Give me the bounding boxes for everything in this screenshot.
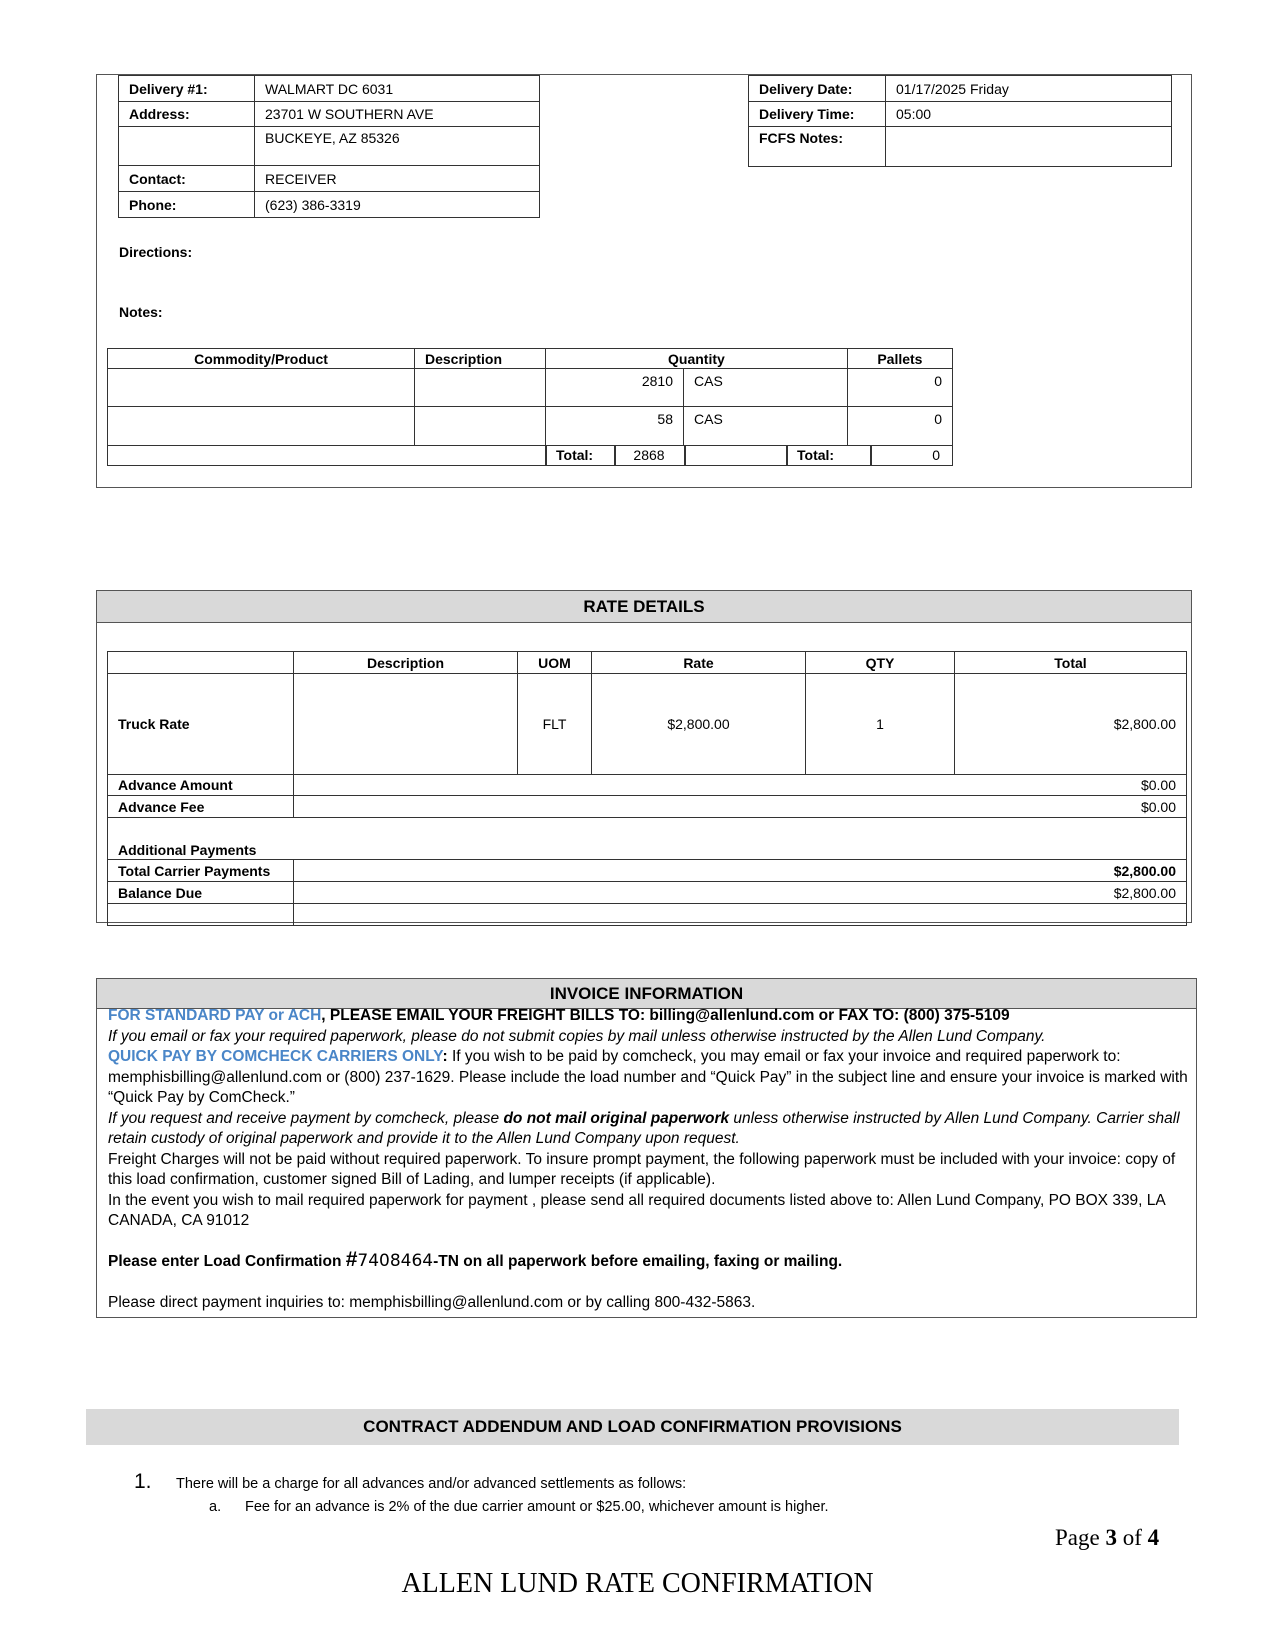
total-qty-label: Total: [556, 447, 594, 463]
advance-amount-label: Advance Amount [108, 775, 294, 796]
payment-inquiries-line: Please direct payment inquiries to: memphisbilling@allenlund.com or by calling 800-432-5863. [108, 1294, 756, 1311]
footer-title: ALLEN LUND RATE CONFIRMATION [401, 1568, 874, 1599]
address-label: Address: [119, 102, 255, 127]
mail-paragraph: In the event you wish to mail required paperwork for payment , please send all required documents listed above to: Allen Lund Company, PO BOX 339, LA CANADA, CA 91012 [108, 1191, 1165, 1229]
total-qty-value: 2868 [633, 447, 665, 463]
address-line2: BUCKEYE, AZ 85326 [255, 127, 540, 166]
comcheck-paragraph [108, 1109, 1188, 1150]
contact-label: Contact: [119, 166, 255, 192]
pallets-cell: 0 [847, 407, 952, 446]
commodity-row [108, 407, 953, 446]
directions-label: Directions: [119, 244, 193, 260]
phone-value: (623) 386-3319 [255, 192, 540, 218]
rate-details-title: RATE DETAILS [96, 590, 1192, 623]
table-row [108, 674, 1187, 775]
quick-pay-label: QUICK PAY BY COMCHECK CARRIERS ONLY [108, 1048, 443, 1065]
qty-cell: 2810 [546, 369, 684, 407]
provision-number: 1. [134, 1470, 152, 1493]
delivery-label: Delivery #1: [119, 76, 255, 102]
confirm-text-b: -TN on all paperwork before emailing, faxing or mailing. [433, 1252, 843, 1270]
standard-pay-text: , PLEASE EMAIL YOUR FREIGHT BILLS TO: billing@allenlund.com or FAX TO: (800) 375-5109 [321, 1007, 1010, 1024]
unit-cell: CAS [684, 407, 848, 446]
truck-rate-label: Truck Rate [108, 674, 294, 775]
truck-rate-total: $2,800.00 [955, 674, 1187, 775]
quick-pay-paragraph [108, 1047, 1188, 1109]
load-confirmation-number: 7408464 [357, 1250, 434, 1271]
invoice-information-title: INVOICE INFORMATION [96, 978, 1197, 1009]
rate-description-header: Description [294, 652, 518, 674]
additional-payments-label: Additional Payments [108, 818, 1187, 860]
freight-paragraph: Freight Charges will not be paid without required paperwork. To insure prompt payment, the following paperwork must be included with your invoice: copy of this load confirmation, customer signed Bill of Lading, and lumper receipts (if applicable). [108, 1150, 1176, 1188]
advance-amount-value: $0.00 [294, 775, 1187, 796]
quick-pay-text: If you wish to be paid by comcheck, you may email or fax your invoice and required paperwork to: memphisbilling@allenlund.com or (800) 237-1629. Please include the load number and “Quick Pay” in the subject line and ensure your invoice is marked with “Quick Pay by ComCheck.” [108, 1048, 1188, 1106]
delivery-name: WALMART DC 6031 [255, 76, 540, 102]
advance-fee-value: $0.00 [294, 796, 1187, 818]
commodity-row [108, 369, 953, 407]
total-pallets-label: Total: [797, 447, 835, 463]
rate-uom-header: UOM [518, 652, 592, 674]
page-total: 4 [1147, 1525, 1160, 1550]
standard-pay-line [108, 1006, 1188, 1027]
advance-fee-label: Advance Fee [108, 796, 294, 818]
pallets-cell: 0 [847, 369, 952, 407]
truck-rate-uom: FLT [518, 674, 592, 775]
confirm-hash: # [345, 1247, 358, 1271]
total-pallets-value: 0 [932, 447, 940, 463]
total-carrier-payments-value: $2,800.00 [294, 860, 1187, 882]
quick-pay-colon: : [442, 1048, 448, 1065]
truck-rate-qty: 1 [806, 674, 955, 775]
page-number [1055, 1525, 1159, 1551]
delivery-date-table [748, 75, 1172, 167]
comcheck-text-a: If you request and receive payment by comcheck, please [108, 1109, 504, 1127]
rate-total-header: Total [955, 652, 1187, 674]
load-confirmation-line [108, 1247, 1188, 1273]
provision-sub-text: Fee for an advance is 2% of the due carrier amount or $25.00, whichever amount is higher. [245, 1499, 829, 1515]
rate-rate-header: Rate [592, 652, 806, 674]
balance-due-label: Balance Due [108, 882, 294, 904]
pallets-header: Pallets [847, 349, 952, 369]
commodity-table [107, 348, 953, 446]
rate-table [107, 651, 1187, 926]
provision-sub-letter: a. [209, 1499, 222, 1515]
provision-text: There will be a charge for all advances and/or advanced settlements as follows: [176, 1476, 687, 1492]
delivery-time-value: 05:00 [886, 102, 1172, 127]
notes-label: Notes: [119, 304, 163, 320]
standard-pay-label: FOR STANDARD PAY or ACH [108, 1007, 322, 1024]
balance-due-value: $2,800.00 [294, 882, 1187, 904]
page-current: 3 [1105, 1525, 1117, 1550]
address-line1: 23701 W SOUTHERN AVE [255, 102, 540, 127]
contract-addendum-title: CONTRACT ADDENDUM AND LOAD CONFIRMATION PROVISIONS [86, 1409, 1179, 1445]
delivery-date-value: 01/17/2025 Friday [886, 76, 1172, 102]
confirm-text-a: Please enter Load Confirmation [108, 1252, 346, 1270]
of-word: of [1116, 1525, 1148, 1550]
comcheck-text-b: do not mail original paperwork [503, 1109, 730, 1127]
fcfs-label: FCFS Notes: [749, 127, 886, 167]
truck-rate-rate: $2,800.00 [592, 674, 806, 775]
comcheck-text-c: unless otherwise instructed by Allen Lund Company. Carrier shall retain custody of original paperwork and provide it to the Allen Lund Company upon request. [108, 1109, 1180, 1147]
total-carrier-payments-label: Total Carrier Payments [108, 860, 294, 882]
fcfs-value [886, 127, 1172, 167]
standard-pay-note: If you email or fax your required paperwork, please do not submit copies by mail unless otherwise instructed by the Allen Lund Company. [108, 1027, 1046, 1045]
commodity-header: Commodity/Product [108, 349, 415, 369]
description-header: Description [415, 349, 546, 369]
phone-label: Phone: [119, 192, 255, 218]
unit-cell: CAS [684, 369, 848, 407]
delivery-address-table [118, 75, 540, 218]
delivery-date-label: Delivery Date: [749, 76, 886, 102]
qty-cell: 58 [546, 407, 684, 446]
quantity-header: Quantity [546, 349, 848, 369]
contact-value: RECEIVER [255, 166, 540, 192]
page-word: Page [1055, 1525, 1106, 1550]
delivery-time-label: Delivery Time: [749, 102, 886, 127]
rate-qty-header: QTY [806, 652, 955, 674]
invoice-body [108, 1006, 1188, 1314]
